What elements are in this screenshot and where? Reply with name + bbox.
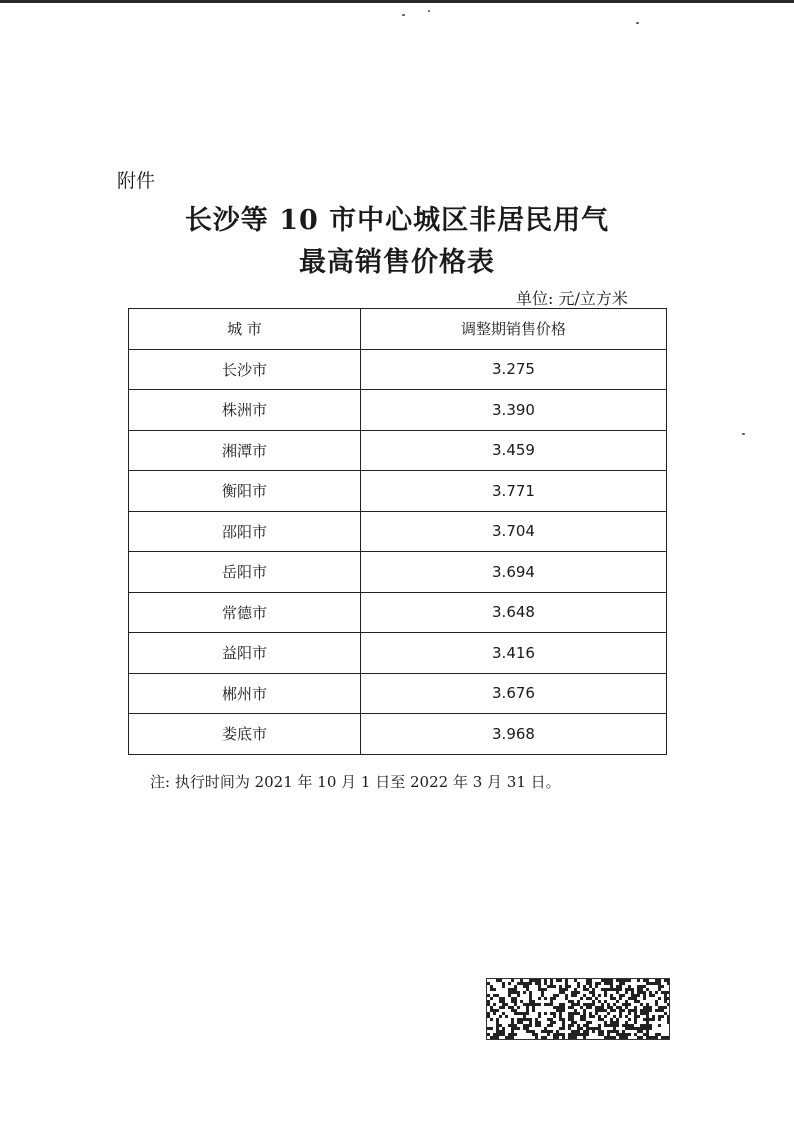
table-row [129, 349, 667, 390]
price-cell: 3.390 [361, 390, 667, 431]
city-cell: 邵阳市 [129, 511, 361, 552]
city-cell: 衡阳市 [129, 471, 361, 512]
note-text: 注: 执行时间为 2021 年 10 月 1 日至 2022 年 3 月 31 日。 [150, 773, 561, 791]
table-row [129, 592, 667, 633]
header-price: 调整期销售价格 [361, 309, 667, 350]
attachment-label: 附件 [117, 170, 156, 192]
city-cell: 株洲市 [129, 390, 361, 431]
table-row [129, 430, 667, 471]
city-cell: 娄底市 [129, 714, 361, 755]
price-cell: 3.275 [361, 349, 667, 390]
barcode-graphic [487, 979, 669, 1039]
city-cell: 益阳市 [129, 633, 361, 674]
price-cell: 3.648 [361, 592, 667, 633]
document-title-line2: 最高销售价格表 [299, 247, 495, 278]
price-cell: 3.459 [361, 430, 667, 471]
city-cell: 湘潭市 [129, 430, 361, 471]
city-cell: 长沙市 [129, 349, 361, 390]
table-row [129, 714, 667, 755]
scan-speck [428, 10, 430, 12]
price-cell: 3.968 [361, 714, 667, 755]
table-row [129, 390, 667, 431]
city-cell: 岳阳市 [129, 552, 361, 593]
scan-speck [402, 14, 405, 16]
table-row [129, 552, 667, 593]
table-row [129, 511, 667, 552]
unit-label: 单位: 元/立方米 [516, 289, 628, 308]
city-cell: 常德市 [129, 592, 361, 633]
city-cell: 郴州市 [129, 673, 361, 714]
scan-top-edge [0, 0, 794, 3]
header-city: 城 市 [129, 309, 361, 350]
table-header-row [129, 309, 667, 350]
price-cell: 3.416 [361, 633, 667, 674]
price-cell: 3.694 [361, 552, 667, 593]
table-row [129, 633, 667, 674]
barcode-stamp [486, 978, 670, 1040]
price-cell: 3.771 [361, 471, 667, 512]
price-table [128, 308, 667, 755]
table-row [129, 673, 667, 714]
scan-speck [636, 22, 639, 24]
price-cell: 3.676 [361, 673, 667, 714]
document-title-line1: 长沙等 10 市中心城区非居民用气 [184, 205, 610, 236]
table-row [129, 471, 667, 512]
scan-speck [742, 433, 745, 435]
price-cell: 3.704 [361, 511, 667, 552]
